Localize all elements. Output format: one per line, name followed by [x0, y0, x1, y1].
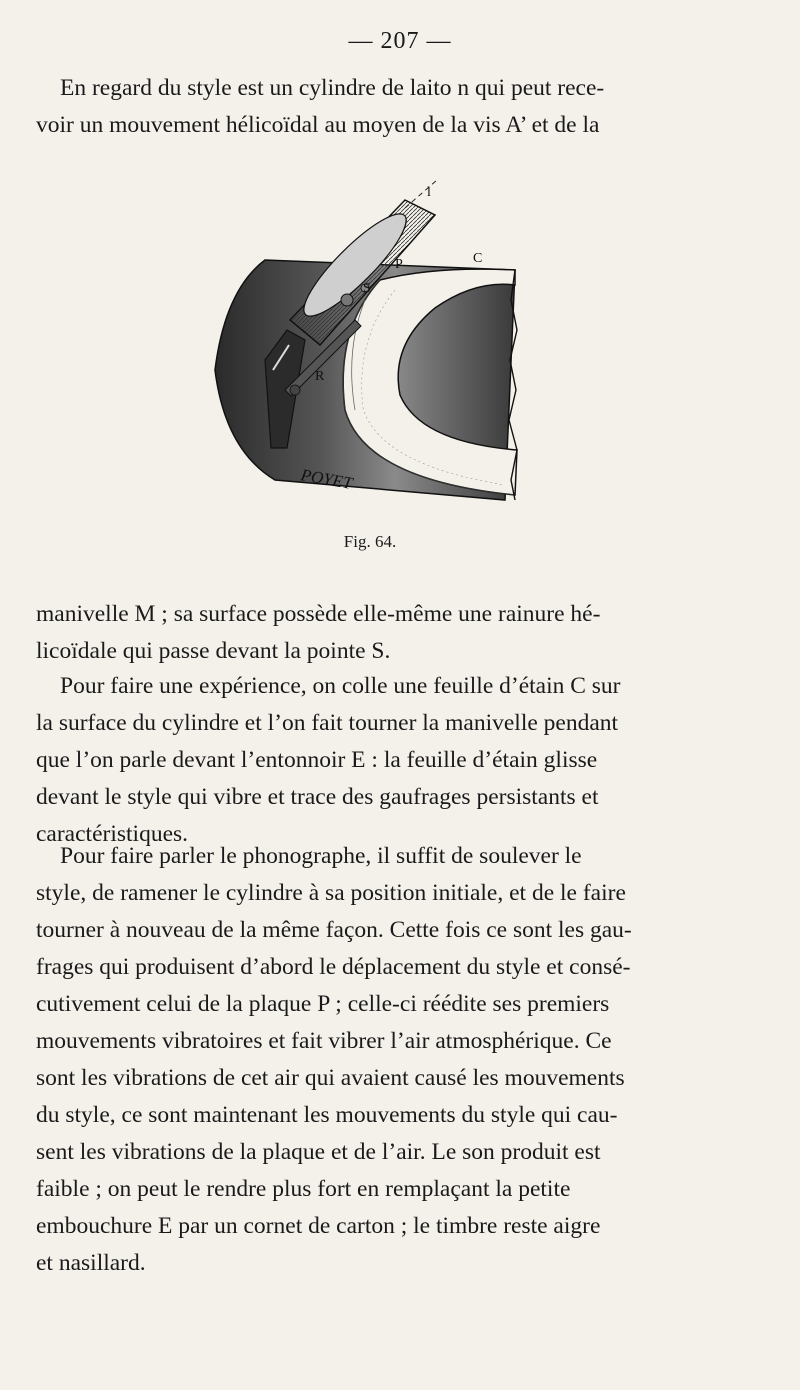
phonograph-illustration: [205, 180, 535, 520]
text-line: tourner à nouveau de la même façon. Cette fois ce sont les gau-: [36, 917, 632, 943]
label-c: C: [473, 251, 483, 266]
paragraph-2: [36, 596, 706, 670]
text-line: voir un mouvement hélicoïdal au moyen de la vis A’ et de la: [36, 112, 600, 138]
text-line: caractéristiques.: [36, 821, 189, 847]
engraver-signature: POYET: [299, 465, 354, 493]
text-line: Pour faire une expérience, on colle une feuille d’étain C sur: [60, 673, 621, 699]
text-line: sont les vibrations de cet air qui avaient causé les mouvements: [36, 1065, 625, 1091]
page-number: — 207 —: [348, 28, 452, 54]
stylus-point: [341, 294, 353, 306]
text-line: sent les vibrations de la plaque et de l’air. Le son produit est: [36, 1139, 601, 1165]
text-line: cutivement celui de la plaque P ; celle-ci réédite ses premiers: [36, 991, 610, 1017]
text-line: frages qui produisent d’abord le déplacement du style et consé-: [36, 954, 631, 980]
figure-caption: Fig. 64.: [343, 532, 397, 551]
text-line: embouchure E par un cornet de carton ; le timbre reste aigre: [36, 1213, 601, 1239]
text-line: style, de ramener le cylindre à sa position initiale, et de le faire: [36, 880, 626, 906]
text-line: et nasillard.: [36, 1250, 146, 1276]
text-line: Pour faire parler le phonographe, il suffit de soulever le: [60, 843, 582, 869]
text-line: devant le style qui vibre et trace des gaufrages persistants et: [36, 784, 599, 810]
paragraph-3: [36, 668, 706, 853]
text-line: la surface du cylindre et l’on fait tourner la manivelle pendant: [36, 710, 619, 736]
phonograph-drawing: [205, 180, 535, 520]
paragraph-1: [36, 70, 706, 144]
text-line: manivelle M ; sa surface possède elle-même une rainure hé-: [36, 601, 601, 627]
paragraph-4: [36, 838, 706, 1282]
label-s: S: [363, 281, 371, 296]
text-line: du style, ce sont maintenant les mouvements du style qui cau-: [36, 1102, 618, 1128]
label-r: R: [315, 369, 325, 384]
text-line: que l’on parle devant l’entonnoir E : la feuille d’étain glisse: [36, 747, 598, 773]
label-l: l: [427, 185, 431, 200]
label-p: P: [395, 257, 403, 272]
text-line: licoïdale qui passe devant la pointe S.: [36, 638, 391, 664]
text-line: mouvements vibratoires et fait vibrer l’air atmosphérique. Ce: [36, 1028, 612, 1054]
text-line: En regard du style est un cylindre de laito n qui peut rece-: [60, 75, 605, 101]
text-line: faible ; on peut le rendre plus fort en remplaçant la petite: [36, 1176, 571, 1202]
